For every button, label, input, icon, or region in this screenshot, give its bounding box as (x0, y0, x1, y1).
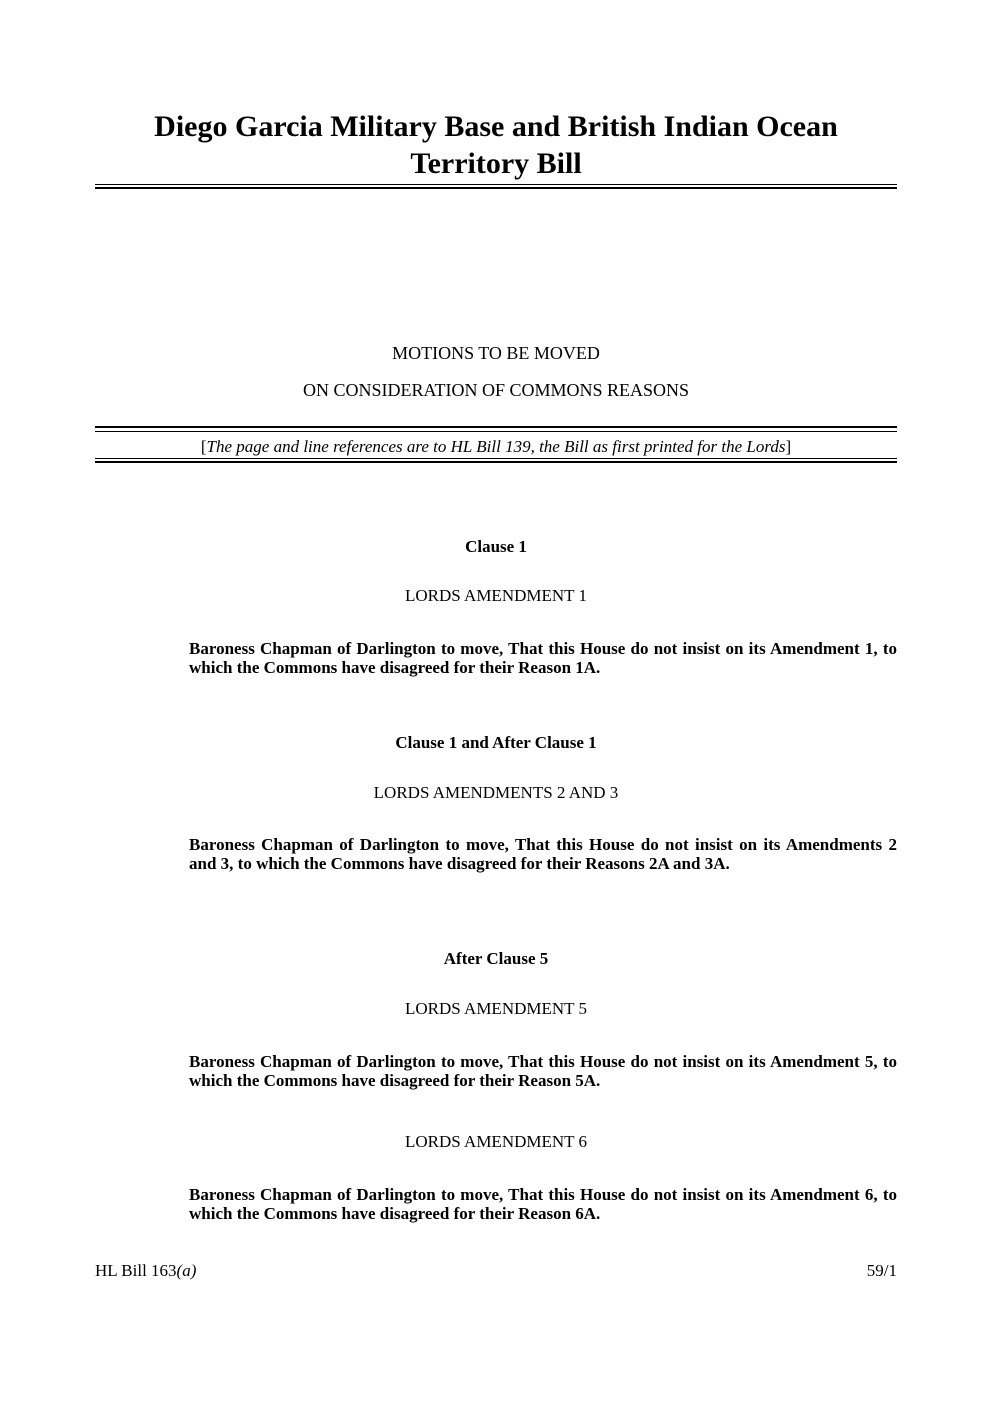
section-heading: After Clause 5 (443, 949, 549, 968)
divider (95, 426, 897, 428)
motion-text: Baroness Chapman of Darlington to move, That this House do not insist on its Amendment 5, to which the Commons have disagreed for their Reason 5A. (189, 1052, 897, 1090)
divider (95, 187, 897, 189)
motions-subheading: ON CONSIDERATION OF COMMONS REASONS (302, 380, 690, 400)
section-heading: Clause 1 (465, 537, 527, 556)
bill-number-text: HL Bill 163 (95, 1261, 177, 1280)
bill-number-suffix: (a) (176, 1261, 197, 1280)
divider (95, 431, 897, 432)
motion-text: Baroness Chapman of Darlington to move, That this House do not insist on its Amendments 2 and 3, to which the Commons have disagreed for their Reasons 2A and 3A. (189, 835, 897, 873)
amendment-heading: LORDS AMENDMENT 5 (405, 999, 587, 1018)
motion-text: Baroness Chapman of Darlington to move, That this House do not insist on its Amendment 1, to which the Commons have disagreed for their Reason 1A. (189, 639, 897, 677)
bracket: [ (200, 437, 207, 456)
divider (95, 461, 897, 463)
amendment-heading: LORDS AMENDMENT 6 (405, 1132, 587, 1151)
divider (95, 458, 897, 459)
bill-number (95, 1261, 196, 1281)
page-reference: 59/1 (866, 1261, 897, 1280)
amendment-heading: LORDS AMENDMENTS 2 AND 3 (373, 783, 619, 802)
bill-title: Diego Garcia Military Base and British Indian Ocean Territory Bill (154, 110, 838, 180)
bracket: ] (785, 437, 792, 456)
motion-text: Baroness Chapman of Darlington to move, That this House do not insist on its Amendment 6, to which the Commons have disagreed for their Reason 6A. (189, 1185, 897, 1223)
motions-heading: MOTIONS TO BE MOVED (392, 343, 600, 363)
reference-note (95, 437, 897, 457)
divider (95, 184, 897, 185)
section-heading: Clause 1 and After Clause 1 (395, 733, 597, 752)
reference-note-text: The page and line references are to HL Bill 139, the Bill as first printed for the Lords (206, 437, 786, 456)
amendment-heading: LORDS AMENDMENT 1 (405, 586, 587, 605)
